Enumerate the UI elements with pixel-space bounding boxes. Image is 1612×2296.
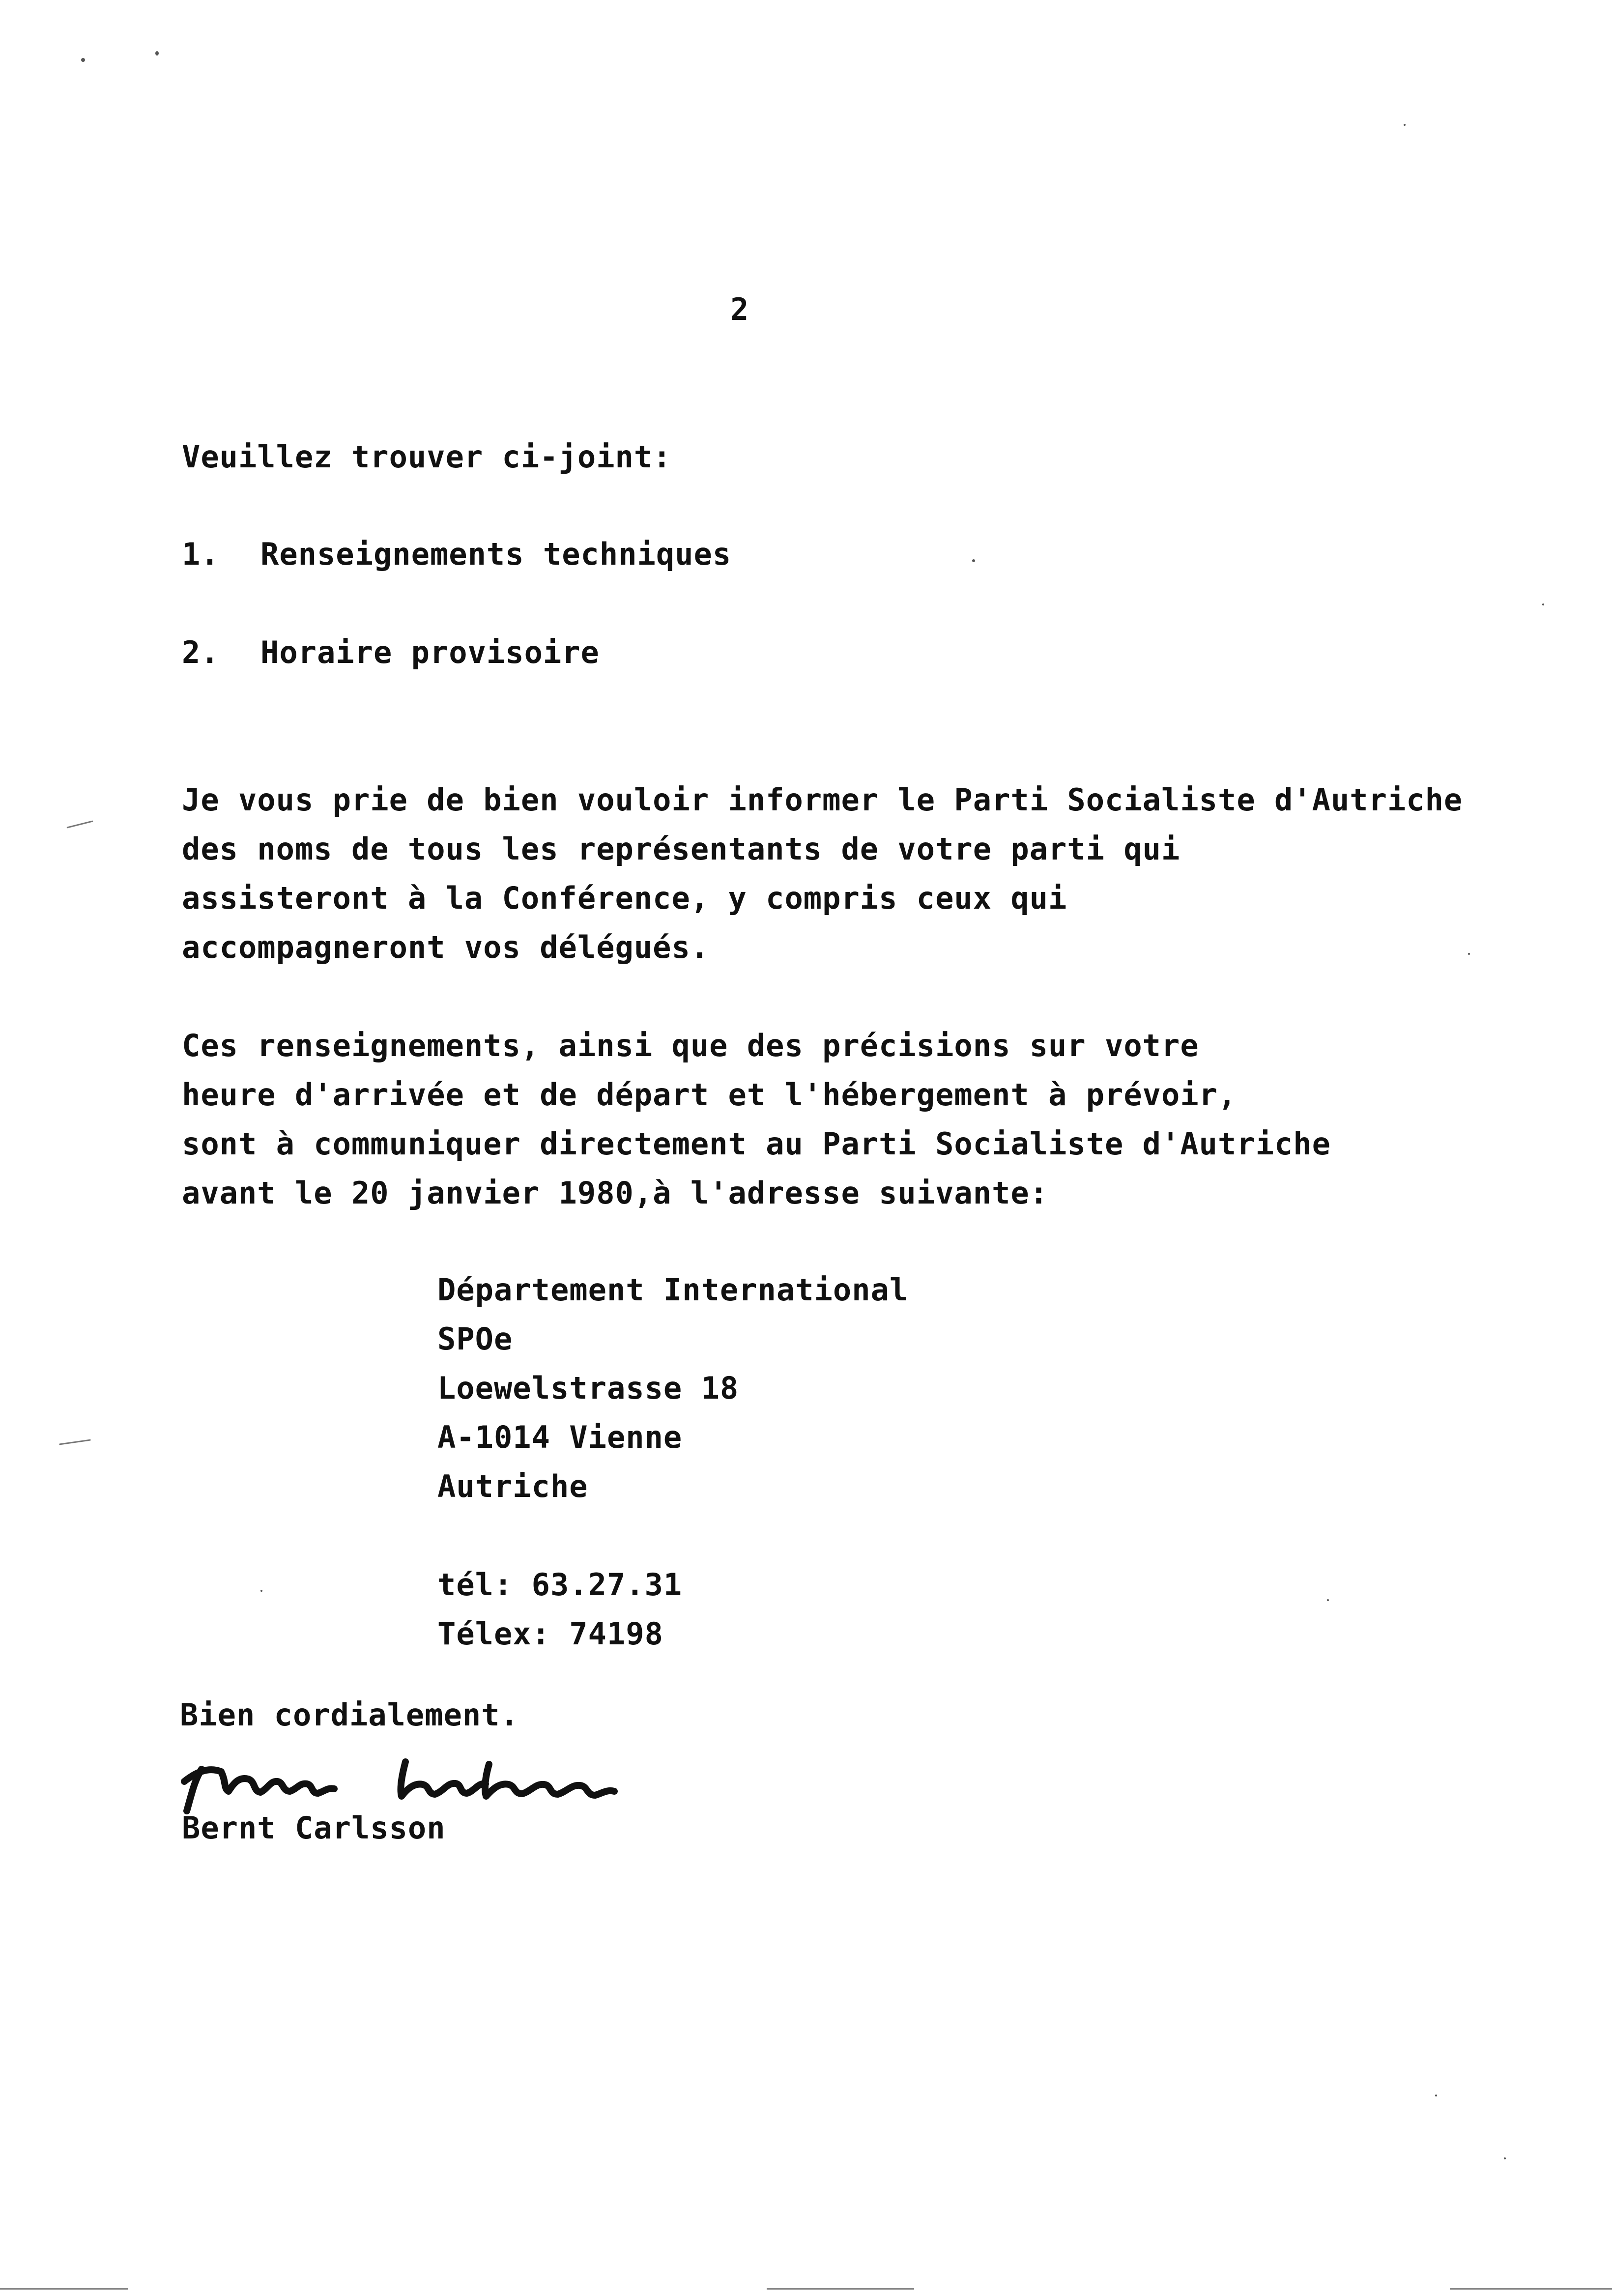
paragraph-line: assisteront à la Conférence, y compris ceux qui	[182, 880, 1067, 916]
scan-edge-line	[0, 2288, 128, 2290]
address-line: SPOe	[437, 1321, 513, 1357]
signer-name: Bernt Carlsson	[182, 1810, 446, 1846]
scan-speck	[1327, 1599, 1329, 1601]
paragraph-line: des noms de tous les représentants de votre parti qui	[182, 831, 1180, 867]
scan-speck	[1504, 2157, 1506, 2159]
page-number: 2	[730, 291, 749, 327]
address-line: Loewelstrasse 18	[437, 1370, 739, 1406]
closing-line: Bien cordialement.	[180, 1697, 519, 1733]
scan-speck	[1404, 124, 1406, 126]
scan-speck	[1435, 2095, 1437, 2096]
attachment-text: Horaire provisoire	[260, 634, 600, 670]
handwritten-signature	[174, 1742, 627, 1816]
scan-speck	[260, 1590, 262, 1592]
attachment-number: 2.	[182, 634, 220, 670]
address-line: A-1014 Vienne	[437, 1419, 683, 1455]
paragraph-line: Je vous prie de bien vouloir informer le Parti Socialiste d'Autriche	[182, 782, 1463, 818]
margin-mark	[59, 1439, 91, 1445]
scan-speck	[972, 559, 975, 562]
scan-speck	[155, 51, 159, 56]
margin-mark	[66, 820, 93, 828]
scan-edge-line	[767, 2288, 914, 2290]
scan-speck	[81, 58, 85, 62]
attachment-text: Renseignements techniques	[260, 536, 732, 572]
address-line: Autriche	[437, 1468, 588, 1504]
paragraph-line: Ces renseignements, ainsi que des précisions sur votre	[182, 1028, 1199, 1063]
phone-line: tél: 63.27.31	[437, 1567, 683, 1603]
intro-line: Veuillez trouver ci-joint:	[182, 439, 672, 475]
paragraph-line: sont à communiquer directement au Parti Socialiste d'Autriche	[182, 1126, 1331, 1162]
scan-speck	[1468, 953, 1470, 955]
paragraph-line: avant le 20 janvier 1980,à l'adresse suivante:	[182, 1175, 1049, 1211]
paragraph-line: accompagneront vos délégués.	[182, 929, 710, 965]
telex-line: Télex: 74198	[437, 1616, 663, 1652]
paragraph-line: heure d'arrivée et de départ et l'hébergement à prévoir,	[182, 1077, 1237, 1113]
scan-edge-line	[1450, 2288, 1612, 2290]
attachment-number: 1.	[182, 536, 220, 572]
address-line: Département International	[437, 1272, 909, 1308]
scan-speck	[1542, 603, 1544, 605]
